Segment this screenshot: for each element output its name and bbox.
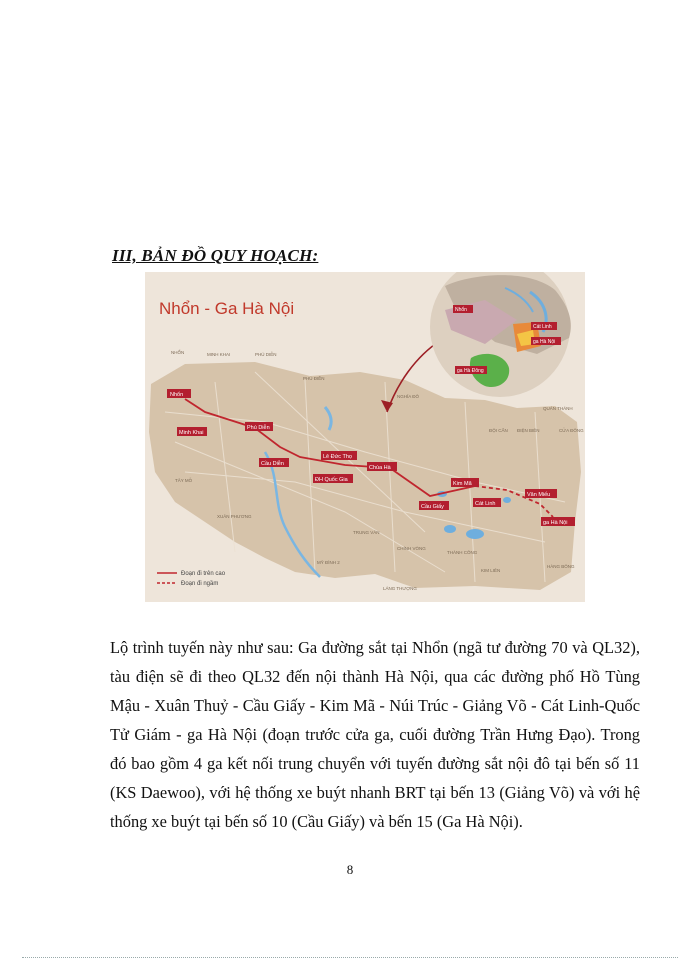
station-label: Cầu Diễn: [261, 461, 284, 467]
section-heading: III, BẢN ĐỒ QUY HOẠCH:: [112, 246, 319, 265]
inset-label: ga Hà Nội: [533, 339, 556, 345]
district-label: PHÚ ĐIỀN: [303, 376, 325, 381]
station-cau-giay: [419, 501, 449, 510]
district-label: MỸ ĐÌNH 2: [317, 560, 340, 565]
inset-label: ga Hà Đông: [457, 368, 484, 374]
station-label: ga Hà Nội: [543, 520, 568, 526]
station-label: Nhổn: [170, 392, 184, 398]
district-label: ĐIỆN BIÊN: [517, 428, 540, 433]
lake: [466, 529, 484, 539]
station-van-mieu: [525, 489, 557, 498]
station-kim-ma: [451, 478, 479, 487]
station-label: Cát Linh: [475, 501, 496, 507]
lake: [444, 525, 456, 533]
map-title: Nhổn - Ga Hà Nội: [159, 299, 295, 318]
district-label: ĐỘI CẤN: [489, 428, 508, 433]
district-label: TÂY MỖ: [175, 478, 193, 483]
page-bottom-border: [22, 957, 678, 958]
station-label: Phú Diễn: [247, 425, 270, 431]
legend-underground: Đoạn đi ngầm: [181, 581, 219, 587]
station-label: ĐH Quốc Gia: [315, 477, 348, 483]
district-label: CỬA ĐÔNG: [559, 428, 584, 433]
station-label: Kim Mã: [453, 481, 472, 487]
district-label: PHÚ DIỄN: [255, 352, 277, 357]
district-label: CHÍNH VÒNG: [397, 546, 426, 551]
inset-label-nhon: [453, 305, 473, 313]
page-number: 8: [346, 862, 354, 877]
route-description: Lộ trình tuyến này như sau: Ga đường sắt tại Nhổn (ngã tư đường 70 và QL32), tàu điện sẽ đi theo QL32 đến nội thành Hà Nội, qua các đường phố Hồ Tùng Mậu - Xuân Thuỷ - Cầu Giấy - Kim Mã - Núi Trúc - Giảng Võ - Cát Linh-Quốc Tử Giám - ga Hà Nội (đoạn trước cửa ga, cuối đường Trần Hưng Đạo). Trong đó bao gồm 4 ga kết nối trung chuyển với tuyến đường sắt nội đô tại bến số 11 (KS Daewoo), với hệ thống xe buýt nhanh BRT tại bến 13 (Giảng Võ) và với hệ thống xe buýt tại bến số 10 (Cầu Giấy) và bến 15 (Ga Hà Nội).: [110, 638, 640, 831]
district-label: THÀNH CÔNG: [447, 550, 478, 555]
station-dh-quoc-gia: [313, 474, 353, 483]
inset-label-ga-ha-dong: [455, 366, 487, 374]
station-cat-linh: [473, 498, 501, 507]
station-nhon: [167, 389, 191, 398]
station-le-duc-tho: [321, 451, 357, 460]
station-label: Văn Miếu: [527, 492, 551, 498]
district-label: QUÁN THÁNH: [543, 406, 573, 411]
district-label: HÀNG BÔNG: [547, 564, 575, 569]
inset-label-cat-linh: [531, 322, 557, 330]
district-label: KIM LIÊN: [481, 568, 501, 573]
station-label: Minh Khai: [179, 430, 204, 436]
legend-elevated: Đoạn đi trên cao: [181, 571, 226, 577]
station-chua-ha: [367, 462, 397, 471]
district-label: LÁNG THƯỢNG: [383, 586, 417, 591]
station-label: Cầu Giấy: [421, 504, 444, 510]
station-cau-dien: [259, 458, 289, 467]
station-minh-khai: [177, 427, 207, 436]
inset-label: Cát Linh: [533, 324, 552, 330]
district-label: NHỔN: [171, 350, 185, 355]
district-label: XUÂN PHƯƠNG: [217, 514, 252, 519]
station-label: Lê Đức Thọ: [323, 454, 352, 460]
district-label: TRUNG VĂN: [353, 530, 380, 535]
inset-label-ga-ha-noi: [531, 337, 561, 345]
district-label: NGHĨA ĐÔ: [397, 394, 420, 399]
route-map: [145, 272, 585, 602]
inset-label: Nhổn: [455, 307, 467, 313]
district-label: MINH KHAI: [207, 352, 231, 357]
station-ga-ha-noi: [541, 517, 575, 526]
station-phu-dien: [245, 422, 273, 431]
lake: [503, 497, 511, 503]
station-label: Chùa Hà: [369, 465, 391, 471]
